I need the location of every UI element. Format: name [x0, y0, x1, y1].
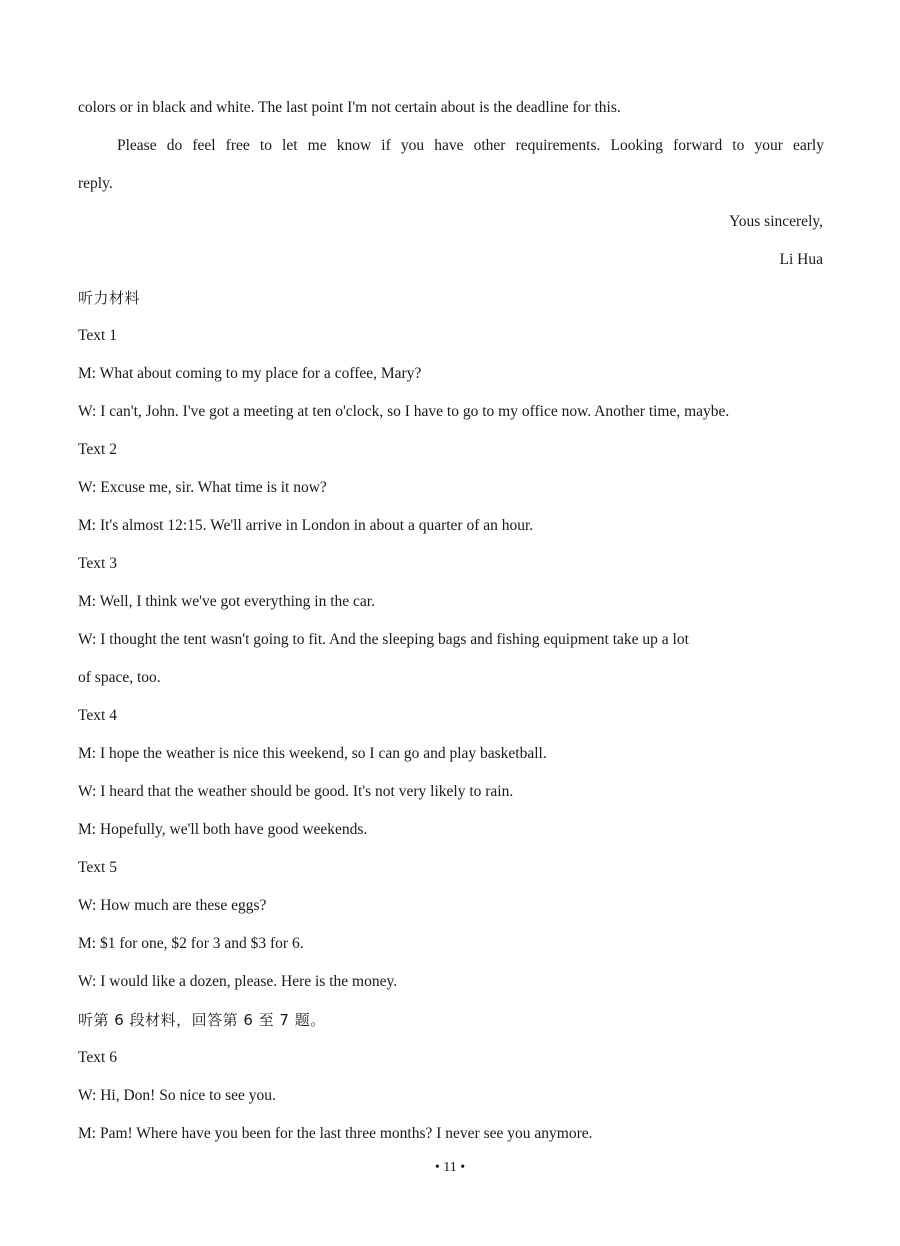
text1-title: Text 1	[78, 327, 117, 344]
text6-line-1: W: Hi, Don! So nice to see you.	[78, 1087, 276, 1104]
letter-closing: Yous sincerely,	[729, 213, 823, 230]
text6-title: Text 6	[78, 1049, 117, 1066]
text5-line-1: W: How much are these eggs?	[78, 897, 267, 914]
text2-title: Text 2	[78, 441, 117, 458]
text6-line-2: M: Pam! Where have you been for the last three months? I never see you anymore.	[78, 1125, 593, 1142]
page-number: • 11 •	[434, 1160, 466, 1175]
text4-line-1: M: I hope the weather is nice this weekend, so I can go and play basketball.	[78, 745, 547, 762]
letter-signature: Li Hua	[779, 251, 823, 268]
text2-line-2: M: It's almost 12:15. We'll arrive in London in about a quarter of an hour.	[78, 517, 534, 534]
letter-paragraph-start: Please do feel free to let me know if you have other requirements. Looking forward to your early	[117, 137, 824, 154]
text3-title: Text 3	[78, 555, 117, 572]
section-instruction: 听第 6 段材料，回答第 6 至 7 题。	[78, 1011, 326, 1029]
text5-line-3: W: I would like a dozen, please. Here is the money.	[78, 973, 398, 990]
text2-line-1: W: Excuse me, sir. What time is it now?	[78, 479, 327, 496]
letter-line-continued: colors or in black and white. The last point I'm not certain about is the deadline for this.	[78, 99, 621, 116]
text3-line-2: W: I thought the tent wasn't going to fit. And the sleeping bags and fishing equipment take up a lot	[78, 631, 689, 648]
text1-line-2: W: I can't, John. I've got a meeting at ten o'clock, so I have to go to my office now. Another time, maybe.	[78, 403, 730, 420]
text1-line-1: M: What about coming to my place for a coffee, Mary?	[78, 365, 422, 382]
text5-line-2: M: $1 for one, $2 for 3 and $3 for 6.	[78, 935, 304, 952]
text3-line-3: of space, too.	[78, 669, 161, 686]
text4-title: Text 4	[78, 707, 117, 724]
letter-paragraph-end: reply.	[78, 175, 113, 192]
text3-line-1: M: Well, I think we've got everything in the car.	[78, 593, 375, 610]
text4-line-3: M: Hopefully, we'll both have good weekends.	[78, 821, 368, 838]
text5-title: Text 5	[78, 859, 117, 876]
text4-line-2: W: I heard that the weather should be good. It's not very likely to rain.	[78, 783, 514, 800]
listening-heading: 听力材料	[78, 289, 141, 307]
